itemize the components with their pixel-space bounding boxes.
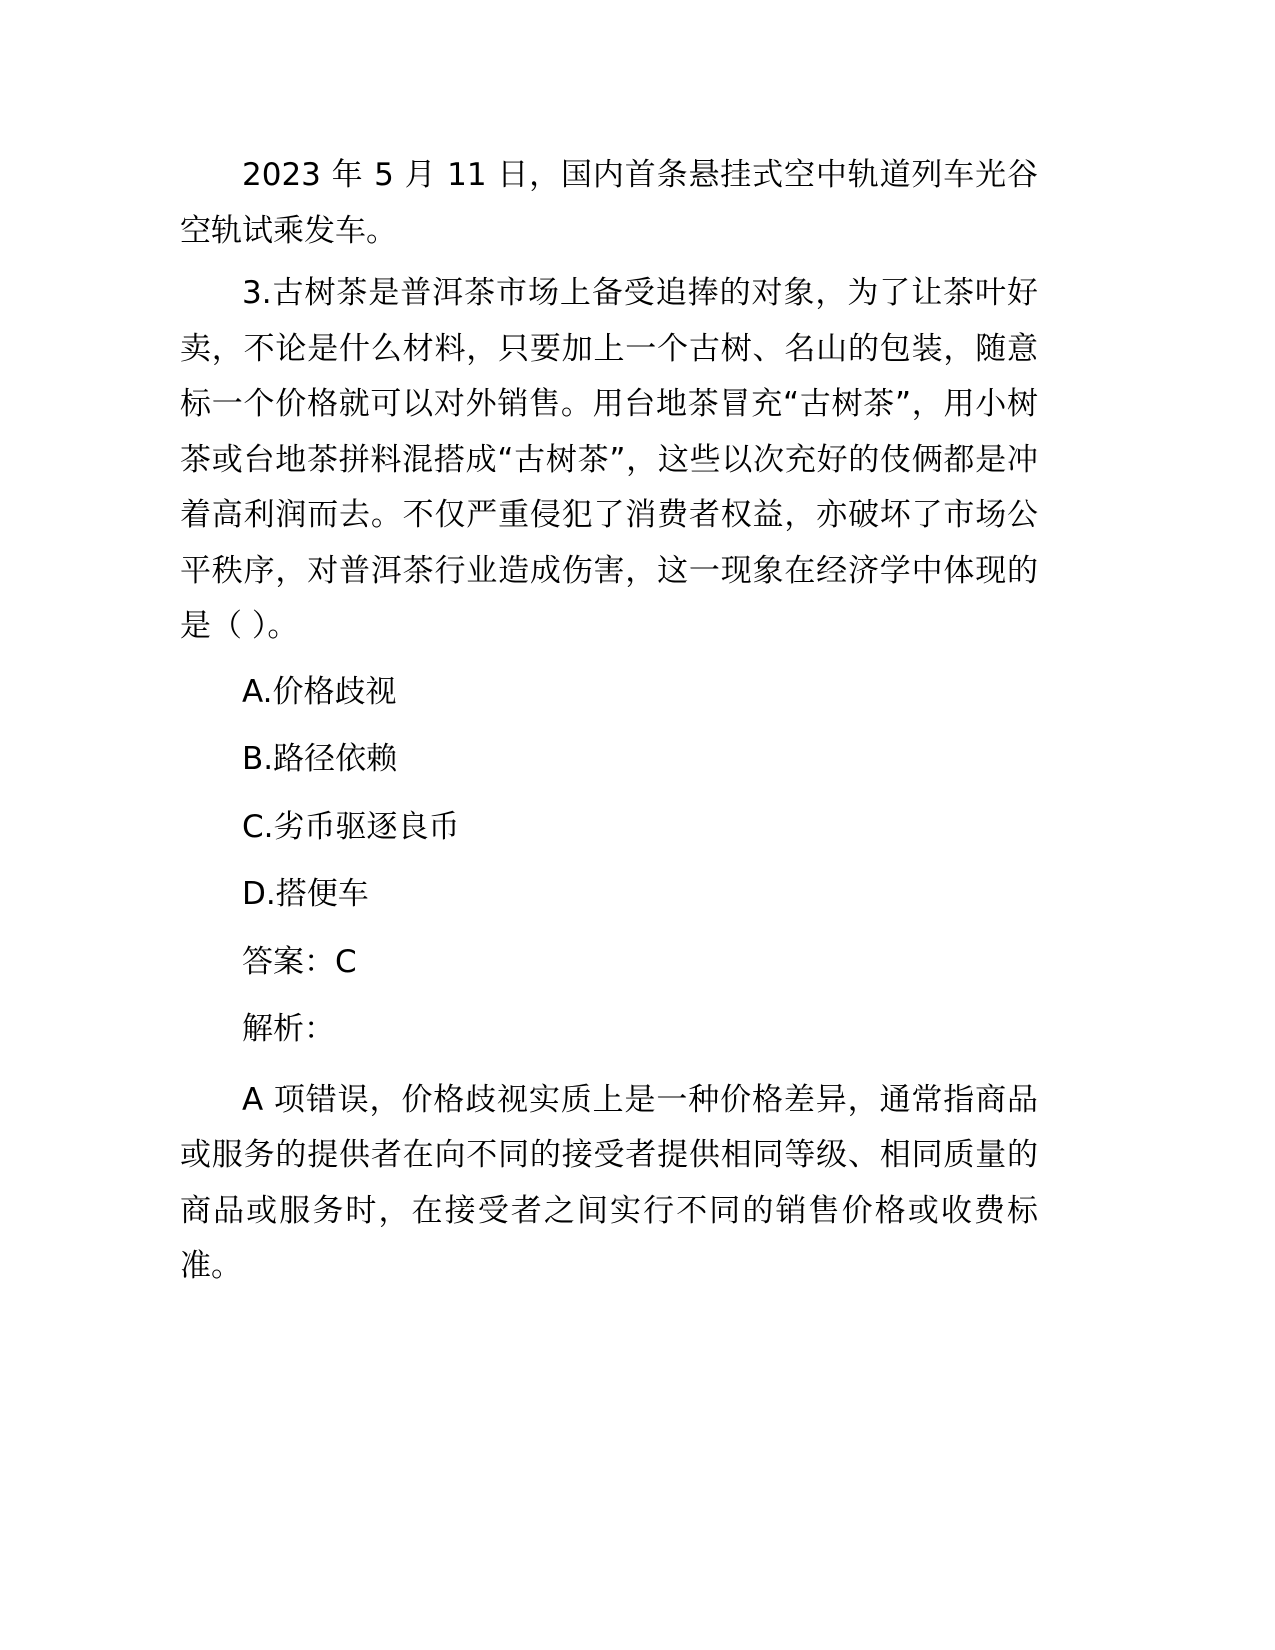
analysis-label: 解析： <box>242 1010 335 1047</box>
analysis-paragraph-a: A 项错误，价格歧视实质上是一种价格差异，通常指商品或服务的提供者在向不同的接受者提供相同等级、相同质量的商品或服务时，在接受者之间实行不同的销售价格或收费标准。 <box>180 1081 1038 1284</box>
option-a: A.价格歧视 <box>242 673 397 710</box>
option-b: B.路径依赖 <box>242 741 398 777</box>
options-list <box>180 665 1038 935</box>
question-paragraph: 3.古树茶是普洱茶市场上备受追捧的对象，为了让茶叶好卖，不论是什么材料，只要加上一个古树、名山的包装，随意标一个价格就可以对外销售。用台地茶冒充“古树茶”，用小树茶或台地茶拼料混搭成“古树茶”，这些以次充好的伎俩都是冲着高利润而去。不仅严重侵犯了消费者权益，亦破坏了市场公平秩序，对普洱茶行业造成伤害，这一现象在经济学中体现的是（ ）。 <box>180 275 1038 644</box>
answer-line: 答案：C <box>242 943 357 980</box>
option-d: D.搭便车 <box>242 876 369 912</box>
intro-paragraph: 2023 年 5 月 11 日，国内首条悬挂式空中轨道列车光谷空轨试乘发车。 <box>180 157 1038 249</box>
document-page <box>180 148 1038 1295</box>
option-c: C.劣币驱逐良币 <box>242 808 460 845</box>
